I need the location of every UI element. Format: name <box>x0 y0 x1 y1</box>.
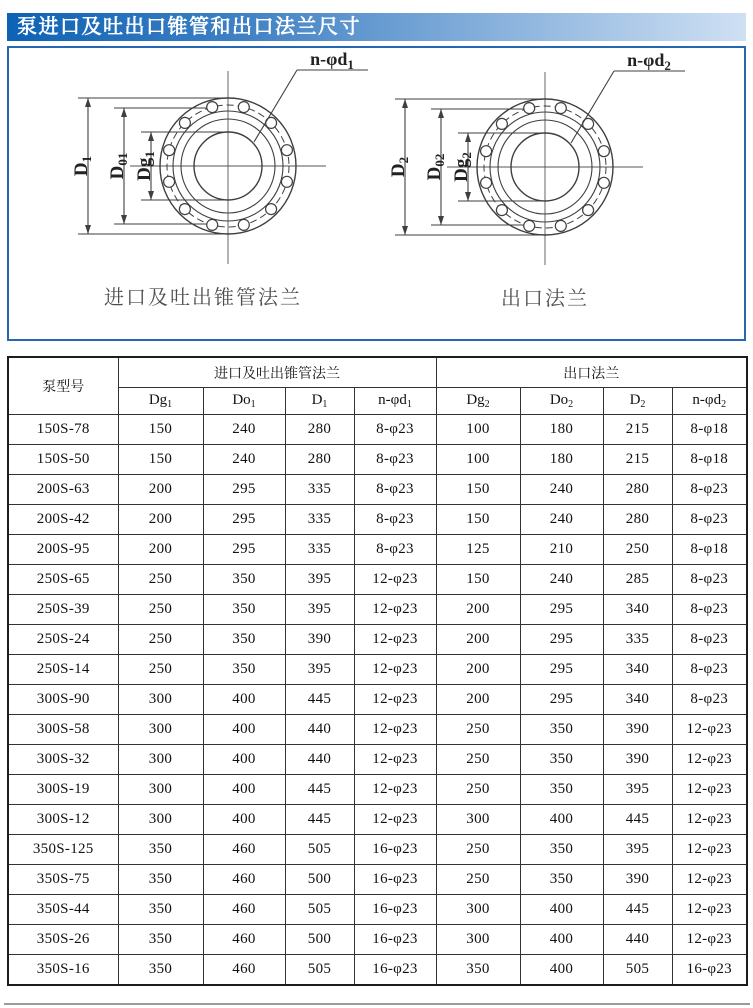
pump-model-cell: 250S-24 <box>8 625 118 655</box>
dg1-cell: 150 <box>118 415 203 445</box>
do2-cell: 400 <box>520 805 603 835</box>
col-header-nd1: $n-\varphi d_1$ <box>354 388 436 415</box>
do2-cell: 350 <box>520 745 603 775</box>
pump-model-cell: 300S-32 <box>8 745 118 775</box>
d2-cell: 340 <box>603 685 672 715</box>
d1-cell: 280 <box>285 415 354 445</box>
do2-cell: 240 <box>520 505 603 535</box>
pump-model-cell: 350S-125 <box>8 835 118 865</box>
d1-cell: 500 <box>285 865 354 895</box>
nd1-cell: 16-φ23 <box>354 865 436 895</box>
d1-cell: 335 <box>285 535 354 565</box>
d2-cell: 505 <box>603 955 672 986</box>
dg2-cell: 250 <box>436 745 520 775</box>
dg2-cell: 300 <box>436 895 520 925</box>
do1-cell: 350 <box>203 625 285 655</box>
pump-model-cell: 150S-78 <box>8 415 118 445</box>
nd2-cell: 8-φ18 <box>672 445 747 475</box>
table-row <box>8 925 747 955</box>
table-row <box>8 955 747 986</box>
pump-model-cell: 350S-75 <box>8 865 118 895</box>
do1-cell: 400 <box>203 715 285 745</box>
do2-cell: 295 <box>520 655 603 685</box>
dim-label-dg2: $Dg_2$ <box>451 152 474 182</box>
col-header-do2: $Do_2$ <box>520 388 603 415</box>
nd2-cell: 12-φ23 <box>672 805 747 835</box>
nd2-cell: 8-φ23 <box>672 595 747 625</box>
do2-cell: 180 <box>520 415 603 445</box>
nd2-cell: 8-φ18 <box>672 535 747 565</box>
col-header-d1: $D_1$ <box>285 388 354 415</box>
d1-cell: 445 <box>285 685 354 715</box>
do2-cell: 350 <box>520 865 603 895</box>
do2-cell: 350 <box>520 835 603 865</box>
table-row <box>8 595 747 625</box>
do1-cell: 400 <box>203 805 285 835</box>
dg2-cell: 250 <box>436 835 520 865</box>
dim-label-d2: $D_2$ <box>388 156 411 178</box>
do1-cell: 350 <box>203 595 285 625</box>
do2-cell: 295 <box>520 595 603 625</box>
dg2-cell: 350 <box>436 955 520 986</box>
d2-cell: 215 <box>603 415 672 445</box>
d2-cell: 395 <box>603 835 672 865</box>
pump-model-cell: 200S-42 <box>8 505 118 535</box>
d1-cell: 440 <box>285 715 354 745</box>
d1-cell: 505 <box>285 955 354 986</box>
nd1-cell: 8-φ23 <box>354 535 436 565</box>
table-row <box>8 715 747 745</box>
dg1-cell: 350 <box>118 955 203 986</box>
inlet-group-header: 进口及吐出锥管法兰 <box>118 357 436 388</box>
dg1-cell: 350 <box>118 865 203 895</box>
do1-cell: 350 <box>203 565 285 595</box>
nd2-cell: 12-φ23 <box>672 925 747 955</box>
table-row <box>8 655 747 685</box>
dg2-cell: 200 <box>436 595 520 625</box>
d2-cell: 340 <box>603 595 672 625</box>
nd2-cell: 8-φ23 <box>672 655 747 685</box>
dg1-cell: 300 <box>118 685 203 715</box>
do1-cell: 295 <box>203 505 285 535</box>
pump-model-cell: 300S-19 <box>8 775 118 805</box>
dg2-cell: 150 <box>436 505 520 535</box>
table-row <box>8 505 747 535</box>
d1-cell: 505 <box>285 895 354 925</box>
table-row <box>8 835 747 865</box>
pump-model-cell: 300S-12 <box>8 805 118 835</box>
dg1-cell: 350 <box>118 895 203 925</box>
page-title: 泵进口及吐出口锥管和出口法兰尺寸 <box>7 13 746 41</box>
flange-diagram-panel <box>7 46 746 341</box>
d2-cell: 390 <box>603 865 672 895</box>
dg1-cell: 200 <box>118 535 203 565</box>
d2-cell: 335 <box>603 625 672 655</box>
do2-cell: 400 <box>520 895 603 925</box>
d1-cell: 395 <box>285 565 354 595</box>
outlet-group-header: 出口法兰 <box>436 357 747 388</box>
d1-cell: 280 <box>285 445 354 475</box>
nd1-cell: 12-φ23 <box>354 565 436 595</box>
do1-cell: 400 <box>203 745 285 775</box>
nd2-cell: 8-φ23 <box>672 565 747 595</box>
dg2-cell: 200 <box>436 685 520 715</box>
table-row <box>8 895 747 925</box>
do1-cell: 460 <box>203 835 285 865</box>
nd2-cell: 16-φ23 <box>672 955 747 986</box>
nd2-cell: 8-φ23 <box>672 505 747 535</box>
nd1-cell: 12-φ23 <box>354 805 436 835</box>
dg1-cell: 200 <box>118 505 203 535</box>
do1-cell: 240 <box>203 415 285 445</box>
dg1-cell: 300 <box>118 745 203 775</box>
pump-model-cell: 250S-14 <box>8 655 118 685</box>
d2-cell: 390 <box>603 715 672 745</box>
nd1-cell: 12-φ23 <box>354 745 436 775</box>
nd2-cell: 12-φ23 <box>672 745 747 775</box>
nd1-cell: 8-φ23 <box>354 475 436 505</box>
d1-cell: 445 <box>285 775 354 805</box>
do2-cell: 210 <box>520 535 603 565</box>
do2-cell: 350 <box>520 715 603 745</box>
nd2-cell: 12-φ23 <box>672 895 747 925</box>
dg1-cell: 250 <box>118 565 203 595</box>
dim-label-d01: $D_{01}$ <box>107 152 130 180</box>
do1-cell: 460 <box>203 895 285 925</box>
table-body <box>8 415 747 986</box>
d1-cell: 500 <box>285 925 354 955</box>
table-row <box>8 745 747 775</box>
dg2-cell: 200 <box>436 655 520 685</box>
d2-cell: 445 <box>603 895 672 925</box>
dg1-cell: 150 <box>118 445 203 475</box>
d1-cell: 335 <box>285 475 354 505</box>
dg2-cell: 125 <box>436 535 520 565</box>
pump-model-cell: 150S-50 <box>8 445 118 475</box>
pump-model-cell: 200S-63 <box>8 475 118 505</box>
d1-cell: 395 <box>285 595 354 625</box>
dg2-cell: 100 <box>436 415 520 445</box>
d1-cell: 390 <box>285 625 354 655</box>
d1-cell: 395 <box>285 655 354 685</box>
bolt-note-label-1: $n-\varphi d_1$ <box>310 49 354 72</box>
do2-cell: 295 <box>520 685 603 715</box>
bolt-note-label-2: $n-\varphi d_2$ <box>627 50 671 73</box>
nd1-cell: 12-φ23 <box>354 655 436 685</box>
table-row <box>8 685 747 715</box>
d1-cell: 335 <box>285 505 354 535</box>
dg1-cell: 250 <box>118 655 203 685</box>
model-column-header: 泵型号 <box>8 357 118 415</box>
table-row <box>8 535 747 565</box>
do2-cell: 350 <box>520 775 603 805</box>
table-row <box>8 805 747 835</box>
pump-model-cell: 350S-44 <box>8 895 118 925</box>
nd2-cell: 8-φ23 <box>672 685 747 715</box>
d1-cell: 445 <box>285 805 354 835</box>
nd1-cell: 16-φ23 <box>354 925 436 955</box>
d2-cell: 280 <box>603 475 672 505</box>
do2-cell: 240 <box>520 565 603 595</box>
outlet-flange-caption: 出口法兰 <box>501 288 589 310</box>
dg2-cell: 200 <box>436 625 520 655</box>
table-row <box>8 475 747 505</box>
inlet-flange-caption: 进口及吐出锥管法兰 <box>104 287 302 309</box>
flange-dimension-table <box>7 356 748 986</box>
d2-cell: 395 <box>603 775 672 805</box>
dim-label-d1: $D_1$ <box>71 155 94 177</box>
do2-cell: 400 <box>520 955 603 986</box>
nd2-cell: 12-φ23 <box>672 835 747 865</box>
dg2-cell: 150 <box>436 565 520 595</box>
d2-cell: 440 <box>603 925 672 955</box>
nd2-cell: 8-φ18 <box>672 415 747 445</box>
d2-cell: 445 <box>603 805 672 835</box>
do1-cell: 460 <box>203 865 285 895</box>
dg2-cell: 300 <box>436 925 520 955</box>
dg1-cell: 250 <box>118 595 203 625</box>
col-header-dg1: $Dg_1$ <box>118 388 203 415</box>
table-row <box>8 865 747 895</box>
do2-cell: 400 <box>520 925 603 955</box>
nd2-cell: 12-φ23 <box>672 865 747 895</box>
do1-cell: 460 <box>203 955 285 986</box>
nd1-cell: 12-φ23 <box>354 625 436 655</box>
nd2-cell: 8-φ23 <box>672 475 747 505</box>
nd1-cell: 8-φ23 <box>354 445 436 475</box>
table-row <box>8 445 747 475</box>
table-row <box>8 415 747 445</box>
nd1-cell: 16-φ23 <box>354 895 436 925</box>
inlet-flange-drawing <box>71 49 368 309</box>
nd2-cell: 12-φ23 <box>672 775 747 805</box>
d2-cell: 280 <box>603 505 672 535</box>
flange-drawings <box>9 48 744 339</box>
col-header-nd2: $n-\varphi d_2$ <box>672 388 747 415</box>
d2-cell: 215 <box>603 445 672 475</box>
nd2-cell: 12-φ23 <box>672 715 747 745</box>
pump-model-cell: 300S-90 <box>8 685 118 715</box>
do2-cell: 180 <box>520 445 603 475</box>
nd1-cell: 12-φ23 <box>354 715 436 745</box>
nd2-cell: 8-φ23 <box>672 625 747 655</box>
d2-cell: 340 <box>603 655 672 685</box>
pump-model-cell: 350S-26 <box>8 925 118 955</box>
dg1-cell: 250 <box>118 625 203 655</box>
outlet-flange-drawing <box>388 50 685 310</box>
nd1-cell: 8-φ23 <box>354 415 436 445</box>
d1-cell: 505 <box>285 835 354 865</box>
dg1-cell: 300 <box>118 805 203 835</box>
dg1-cell: 350 <box>118 835 203 865</box>
next-table-top-border <box>4 1003 750 1005</box>
pump-model-cell: 300S-58 <box>8 715 118 745</box>
col-header-do1: $Do_1$ <box>203 388 285 415</box>
do1-cell: 295 <box>203 475 285 505</box>
nd1-cell: 16-φ23 <box>354 955 436 986</box>
dim-label-dg1: $Dg_1$ <box>134 151 157 181</box>
table-row <box>8 565 747 595</box>
dg1-cell: 350 <box>118 925 203 955</box>
do2-cell: 240 <box>520 475 603 505</box>
pump-model-cell: 350S-16 <box>8 955 118 986</box>
pump-model-cell: 250S-65 <box>8 565 118 595</box>
pump-model-cell: 250S-39 <box>8 595 118 625</box>
do2-cell: 295 <box>520 625 603 655</box>
dg1-cell: 200 <box>118 475 203 505</box>
do1-cell: 460 <box>203 925 285 955</box>
nd1-cell: 12-φ23 <box>354 775 436 805</box>
table-row <box>8 775 747 805</box>
col-header-d2: $D_2$ <box>603 388 672 415</box>
dim-label-d02: $D_{02}$ <box>424 153 447 181</box>
pump-model-cell: 200S-95 <box>8 535 118 565</box>
dg1-cell: 300 <box>118 775 203 805</box>
table-row <box>8 625 747 655</box>
dg2-cell: 100 <box>436 445 520 475</box>
nd1-cell: 16-φ23 <box>354 835 436 865</box>
dg2-cell: 250 <box>436 715 520 745</box>
d2-cell: 390 <box>603 745 672 775</box>
nd1-cell: 12-φ23 <box>354 685 436 715</box>
do1-cell: 240 <box>203 445 285 475</box>
dg2-cell: 300 <box>436 805 520 835</box>
d2-cell: 250 <box>603 535 672 565</box>
do1-cell: 400 <box>203 685 285 715</box>
dg2-cell: 250 <box>436 775 520 805</box>
dg2-cell: 250 <box>436 865 520 895</box>
dg2-cell: 150 <box>436 475 520 505</box>
d2-cell: 285 <box>603 565 672 595</box>
dg1-cell: 300 <box>118 715 203 745</box>
do1-cell: 295 <box>203 535 285 565</box>
nd1-cell: 12-φ23 <box>354 595 436 625</box>
d1-cell: 440 <box>285 745 354 775</box>
do1-cell: 350 <box>203 655 285 685</box>
do1-cell: 400 <box>203 775 285 805</box>
nd1-cell: 8-φ23 <box>354 505 436 535</box>
col-header-dg2: $Dg_2$ <box>436 388 520 415</box>
